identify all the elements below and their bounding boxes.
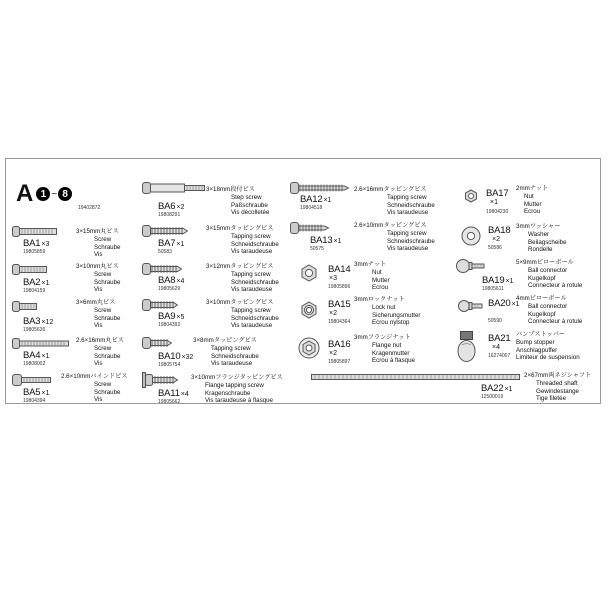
- part-description: 3×10mmフランジタッピングビス Flange tapping screw Kragenschraube Vis taraudeuse à flasque: [191, 374, 283, 405]
- flange-nut-icon: [298, 337, 320, 359]
- part-description: 3×15mm丸ビス Screw Schraube Vis: [76, 228, 121, 259]
- part-description: 4mmピローボール Ball connector Kugelkopf Connecteur à rotule: [516, 295, 583, 326]
- part-code: 50575: [310, 246, 324, 252]
- part-code: 19804159: [23, 288, 46, 294]
- pan-head-screw-icon: [12, 338, 70, 349]
- part-label: BA8×4: [158, 275, 185, 286]
- pan-head-screw-icon: [12, 301, 38, 312]
- ball-connector-icon: [458, 299, 484, 313]
- part-code: 19804364: [328, 319, 351, 325]
- part-description: 3×8mmタッピングビス Tapping screw Schneidschraube Vis taraudeuse: [193, 337, 259, 368]
- part-code: 19805859: [23, 249, 46, 255]
- part-label: BA21 ×4: [488, 333, 511, 351]
- tapping-screw-icon: [142, 263, 182, 275]
- binding-head-screw-icon: [12, 374, 52, 386]
- part-description: 2×67mm両ネジシャフト Threaded shaft Gewindestange Tige filetée: [524, 372, 592, 403]
- part-label: BA14 ×3: [328, 264, 351, 282]
- part-code: 16274007: [488, 353, 511, 359]
- part-description: 2.6×10mmバインドビス Screw Schraube Vis: [61, 373, 128, 404]
- part-label: BA4×1: [23, 350, 50, 361]
- step-from-badge: 1: [36, 187, 50, 201]
- part-code: 19805662: [158, 399, 181, 405]
- part-code: 19805636: [23, 327, 46, 333]
- part-label: BA9×5: [158, 311, 185, 322]
- part-label: BA10×32: [158, 351, 194, 362]
- part-description: 3×10mm丸ビス Screw Schraube Vis: [76, 263, 121, 294]
- part-code: 19804394: [23, 398, 46, 404]
- part-label: BA6×2: [158, 201, 185, 212]
- part-label: BA22×1: [481, 383, 513, 394]
- part-description: 3×15mmタッピングビス Tapping screw Schneidschraube Vis taraudeuse: [206, 225, 279, 256]
- hex-nut-icon: [464, 189, 478, 203]
- parts-sheet: [5, 158, 601, 404]
- part-label: BA13×1: [310, 235, 342, 246]
- part-label: BA16 ×2: [328, 339, 351, 357]
- part-code: 50583: [158, 249, 172, 255]
- part-code: 50590: [488, 318, 502, 324]
- bag-letter: A: [16, 180, 34, 207]
- hex-nut-icon: [300, 264, 318, 282]
- part-label: BA2×1: [23, 277, 50, 288]
- pan-head-screw-icon: [12, 264, 48, 275]
- part-description: 5×9mmピローボール Ball connector Kugelkopf Connecteur à rotule: [516, 259, 583, 290]
- part-code: 19805897: [328, 359, 351, 365]
- step-range-separator: ~: [51, 188, 58, 200]
- washer-icon: [461, 226, 481, 246]
- part-description: 3×6mm丸ビス Screw Schraube Vis: [76, 299, 121, 330]
- tapping-screw-icon: [290, 182, 350, 194]
- part-description: 3mmフランジナット Flange nut Kragenmutter Ecrou à flasque: [354, 334, 415, 365]
- part-label: BA17 ×1: [486, 188, 509, 206]
- bump-stopper-icon: [457, 331, 477, 363]
- step-screw-icon: [142, 182, 206, 194]
- part-label: BA3×12: [23, 316, 54, 327]
- tapping-screw-icon: [142, 225, 188, 237]
- part-code: 19804518: [300, 205, 323, 211]
- ball-connector-icon: [456, 258, 486, 274]
- part-code: 19808002: [23, 361, 46, 367]
- part-code: 19808291: [158, 212, 181, 218]
- part-code: 19805754: [158, 362, 181, 368]
- part-code: 19804392: [158, 322, 181, 328]
- part-description: 2.6×16mm丸ビス Screw Schraube Vis: [76, 337, 124, 368]
- part-code: 19805629: [158, 286, 181, 292]
- step-to-badge: 8: [58, 187, 72, 201]
- part-label: BA19×1: [482, 275, 514, 286]
- part-label: BA1×3: [23, 238, 50, 249]
- part-description: バンプストッパー Bump stopper Anschlagpuffer Limiteur de suspension: [516, 331, 580, 362]
- tapping-screw-icon: [142, 337, 172, 349]
- part-description: 3×12mmタッピングビス Tapping screw Schneidschraube Vis taraudeuse: [206, 263, 279, 294]
- part-code: 19805896: [328, 284, 351, 290]
- part-label: BA5×1: [23, 387, 50, 398]
- part-description: 2.6×16mmタッピングビス Tapping screw Schneidschraube Vis taraudeuse: [354, 186, 435, 217]
- tapping-screw-icon: [142, 299, 178, 311]
- flange-tapping-screw-icon: [142, 372, 178, 388]
- part-description: 2.6×10mmタッピングビス Tapping screw Schneidschraube Vis taraudeuse: [354, 222, 435, 253]
- part-label: BA11×4: [158, 388, 189, 399]
- part-description: 3mmワッシャー Washer Beilagscheibe Rondelle: [516, 223, 567, 254]
- part-label: BA12×1: [300, 194, 332, 205]
- part-label: BA20×1: [488, 298, 520, 309]
- part-description: 2mmナット Nut Mutter Ecrou: [516, 185, 549, 216]
- tapping-screw-icon: [290, 222, 330, 234]
- part-description: 3×10mmタッピングビス Tapping screw Schneidschraube Vis taraudeuse: [206, 299, 279, 330]
- part-code: 19804230: [486, 209, 509, 215]
- bag-code: 19402872: [78, 205, 101, 211]
- part-code: 50586: [488, 245, 502, 251]
- pan-head-screw-icon: [12, 226, 58, 237]
- part-label: BA15 ×2: [328, 299, 351, 317]
- threaded-shaft-icon: [311, 373, 521, 381]
- part-label: BA18 ×2: [488, 225, 511, 243]
- part-description: 3mmナット Nut Mutter Ecrou: [354, 261, 390, 292]
- bag-header: [16, 182, 72, 206]
- part-label: BA7×1: [158, 238, 185, 249]
- part-code: 12500019: [481, 394, 504, 400]
- part-description: 3×18mm段付ビス Step screw Paßschraube Vis décolletée: [206, 186, 270, 217]
- part-code: 19805611: [482, 286, 504, 292]
- part-description: 3mmロックナット Lock nut Sicherungsmutter Ecrou nylstop: [354, 296, 421, 327]
- lock-nut-icon: [300, 301, 318, 319]
